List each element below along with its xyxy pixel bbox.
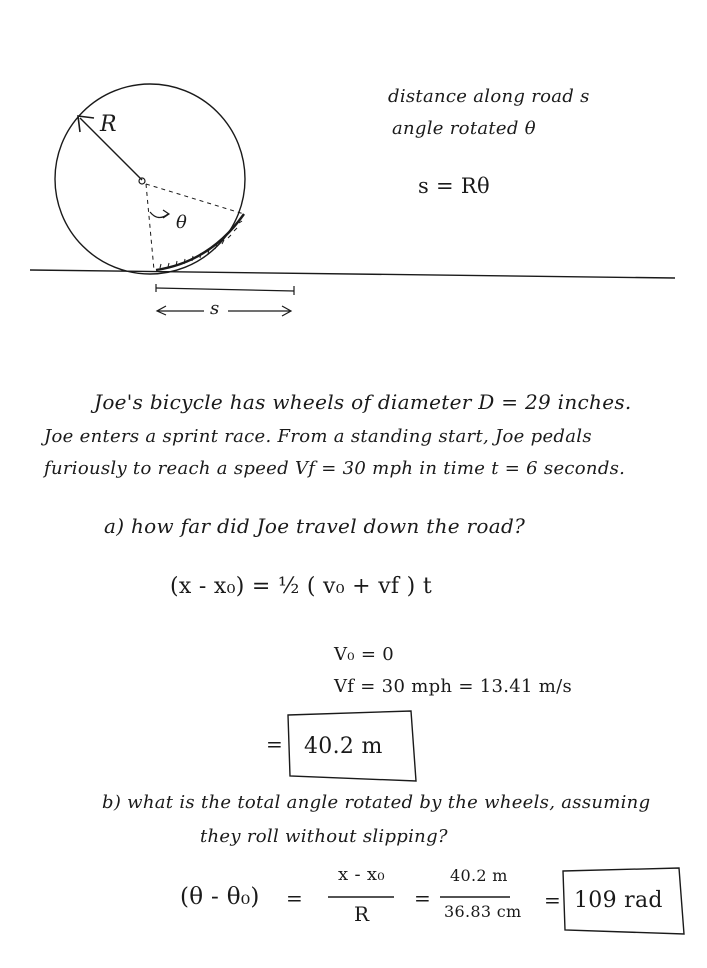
part-b-frac2-num: 40.2 m: [450, 866, 508, 885]
part-b-question-2: they roll without slipping?: [200, 826, 448, 847]
problem-line-2: Joe enters a sprint race. From a standing start, Joe pedals: [44, 426, 592, 447]
road-line: [30, 270, 675, 278]
part-a-v0: V₀ = 0: [334, 644, 394, 665]
part-a-vf: Vf = 30 mph = 13.41 m/s: [334, 676, 573, 697]
part-a-equals: =: [266, 732, 284, 756]
note-distance: distance along road s: [388, 86, 590, 107]
label-s: s: [210, 298, 220, 319]
part-b-question-1: b) what is the total angle rotated by the wheels, assuming: [102, 792, 651, 813]
dashed-radial: [146, 184, 244, 214]
label-R: R: [100, 112, 117, 137]
part-b-frac2-den: 36.83 cm: [444, 902, 522, 921]
dashed-vertical: [146, 184, 154, 270]
note-formula: s = Rθ: [418, 174, 490, 198]
hatched-arc: [156, 214, 244, 270]
part-b-eq1: =: [286, 886, 304, 910]
part-a-answer[interactable]: 40.2 m: [304, 734, 383, 759]
problem-line-1: Joe's bicycle has wheels of diameter D = 29 inches.: [94, 390, 632, 414]
part-a-equation: (x - x₀) = ½ ( v₀ + vf ) t: [170, 574, 432, 599]
part-b-frac1-num: x - x₀: [338, 864, 385, 885]
wheel-center: [139, 178, 145, 184]
s-bracket: [156, 288, 294, 291]
part-b-eq2: =: [414, 886, 432, 910]
hatch-marks: [160, 221, 242, 268]
problem-line-3: furiously to reach a speed Vf = 30 mph in time t = 6 seconds.: [44, 458, 626, 479]
theta-arrowhead: [163, 210, 169, 218]
label-theta: θ: [176, 212, 188, 233]
part-b-answer[interactable]: 109 rad: [574, 888, 663, 913]
part-b-lhs: (θ - θ₀): [180, 884, 260, 910]
part-b-eq3: =: [544, 888, 562, 912]
part-b-frac1-den: R: [354, 902, 370, 926]
part-a-question: a) how far did Joe travel down the road?: [104, 514, 526, 538]
note-angle: angle rotated θ: [392, 118, 536, 139]
